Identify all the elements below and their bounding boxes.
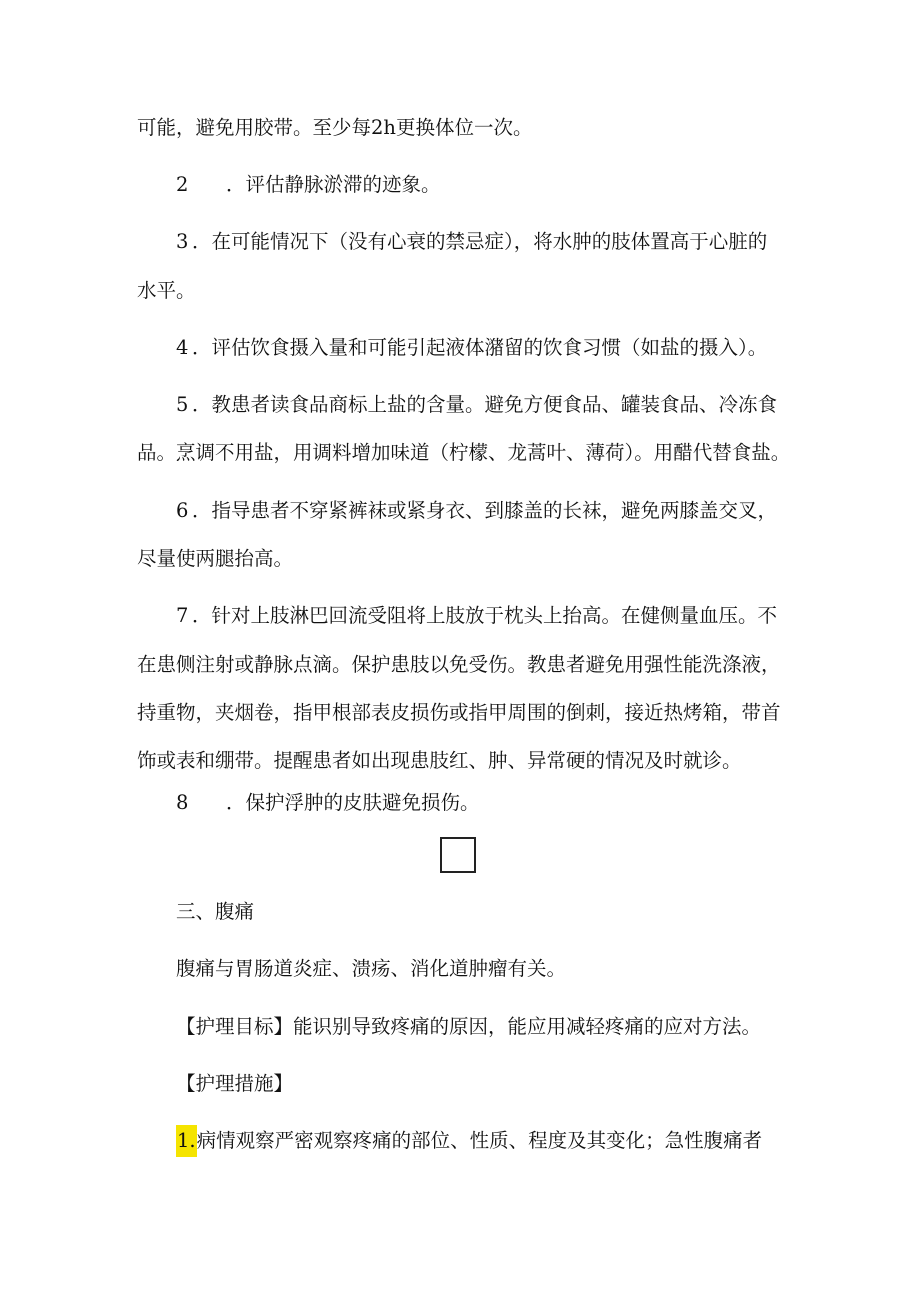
text-line: 腹痛与胃肠道炎症、溃疡、消化道肿瘤有关。 xyxy=(176,957,567,980)
item-number: 7 xyxy=(176,604,189,627)
list-item-5: 5 ．教患者读食品商标上盐的含量。避免方便食品、罐装食品、冷冻食 xyxy=(176,390,777,420)
section-heading: 三、腹痛 xyxy=(176,900,255,923)
item-number: 5 xyxy=(176,393,189,416)
text-line: 在患侧注射或静脉点滴。保护患肢以免受伤。教患者避免用强性能洗涤液， xyxy=(137,653,781,676)
item-number: 8 xyxy=(176,791,189,814)
text-line: 水平。 xyxy=(137,279,196,302)
list-item-8: 8 ．保护浮肿的皮肤避免损伤。 xyxy=(176,788,480,818)
list-item-2: 2 ．评估静脉淤滞的迹象。 xyxy=(176,170,441,200)
text-line: 可能，避免用胶带。至少每2h更换体位一次。 xyxy=(137,116,533,139)
highlighted-number: 1. xyxy=(176,1125,197,1157)
item-number: 3 xyxy=(176,230,189,253)
nursing-goal-line: 【护理目标】能识别导致疼痛的原因，能应用减轻疼痛的应对方法。 xyxy=(176,1015,762,1038)
list-item-1: 1.病情观察严密观察疼痛的部位、性质、程度及其变化；急性腹痛者 xyxy=(176,1125,762,1157)
text-line: 持重物，夹烟卷，指甲根部表皮损伤或指甲周围的倒刺，接近热烤箱，带首 xyxy=(137,701,781,724)
list-item-4: 4 ．评估饮食摄入量和可能引起液体潴留的饮食习惯（如盐的摄入）。 xyxy=(176,333,767,363)
list-item-3: 3 ．在可能情况下（没有心衰的禁忌症），将水肿的肢体置高于心脏的 xyxy=(176,227,767,257)
item-number: 4 xyxy=(176,336,189,359)
empty-square-icon xyxy=(440,837,476,873)
list-item-7: 7 ．针对上肢淋巴回流受阻将上肢放于枕头上抬高。在健侧量血压。不 xyxy=(176,601,777,631)
nursing-measures-heading: 【护理措施】 xyxy=(176,1072,294,1095)
text-line: 尽量使两腿抬高。 xyxy=(137,547,294,570)
item-number: 2 xyxy=(176,173,189,196)
text-line: 饰或表和绷带。提醒患者如出现患肢红、肿、异常硬的情况及时就诊。 xyxy=(137,749,742,772)
item-number: 6 xyxy=(176,499,189,522)
text-line: 品。烹调不用盐，用调料增加味道（柠檬、龙蒿叶、薄荷）。用醋代替食盐。 xyxy=(137,441,791,464)
list-item-6: 6 ．指导患者不穿紧裤袜或紧身衣、到膝盖的长袜，避免两膝盖交叉， xyxy=(176,496,777,526)
